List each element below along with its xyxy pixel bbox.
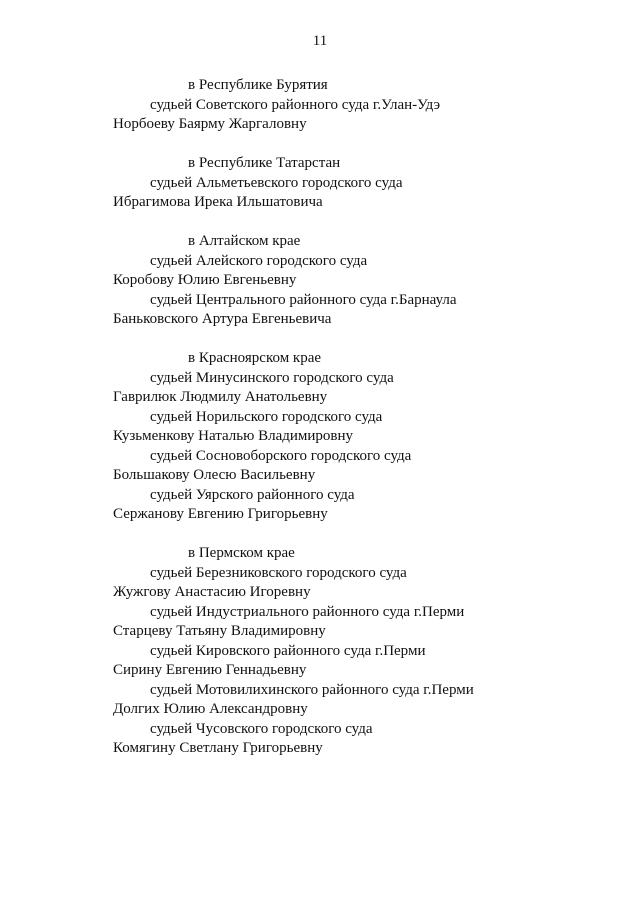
region-section [0, 154, 640, 213]
court-line: судьей Индустриального районного суда г.Перми [150, 603, 465, 620]
person-name: Баньковского Артура Евгеньевича [113, 311, 332, 327]
person-name: Большакову Олесю Васильевну [113, 467, 316, 483]
region-title: в Пермском крае [188, 545, 295, 561]
person-name: Норбоеву Баярму Жаргаловну [113, 116, 307, 132]
person-name: Коробову Юлию Евгеньевну [113, 272, 297, 288]
court-line: судьей Мотовилихинского районного суда г.Перми [150, 681, 474, 698]
person-name: Сирину Евгению Геннадьевну [113, 662, 307, 678]
region-title: в Красноярском крае [188, 350, 322, 366]
court-line: судьей Советского районного суда г.Улан-Удэ [150, 96, 441, 113]
person-name: Кузьменкову Наталью Владимировну [113, 428, 354, 444]
region-section [0, 232, 640, 330]
court-line: судьей Норильского городского суда [150, 408, 383, 425]
court-line: судьей Сосновоборского городского суда [150, 447, 412, 464]
person-name: Комягину Светлану Григорьевну [113, 740, 323, 756]
page-number: 11 [312, 33, 328, 49]
person-name: Старцеву Татьяну Владимировну [113, 623, 326, 639]
document-body [0, 76, 640, 778]
region-section [0, 544, 640, 759]
region-section [0, 76, 640, 135]
court-line: судьей Минусинского городского суда [150, 369, 394, 386]
person-name: Долгих Юлию Александровну [113, 701, 308, 717]
court-line: судьей Уярского районного суда [150, 486, 355, 503]
court-line: судьей Центрального районного суда г.Барнаула [150, 291, 457, 308]
court-line: судьей Березниковского городского суда [150, 564, 407, 581]
region-title: в Алтайском крае [188, 233, 301, 249]
court-line: судьей Алейского городского суда [150, 252, 368, 269]
court-line: судьей Кировского районного суда г.Перми [150, 642, 426, 659]
region-title: в Республике Бурятия [188, 77, 328, 93]
person-name: Ибрагимова Ирека Ильшатовича [113, 194, 323, 210]
person-name: Жужгову Анастасию Игоревну [113, 584, 311, 600]
court-line: судьей Альметьевского городского суда [150, 174, 403, 191]
person-name: Сержанову Евгению Григорьевну [113, 506, 328, 522]
person-name: Гаврилюк Людмилу Анатольевну [113, 389, 328, 405]
court-line: судьей Чусовского городского суда [150, 720, 373, 737]
region-title: в Республике Татарстан [188, 155, 341, 171]
region-section [0, 349, 640, 525]
